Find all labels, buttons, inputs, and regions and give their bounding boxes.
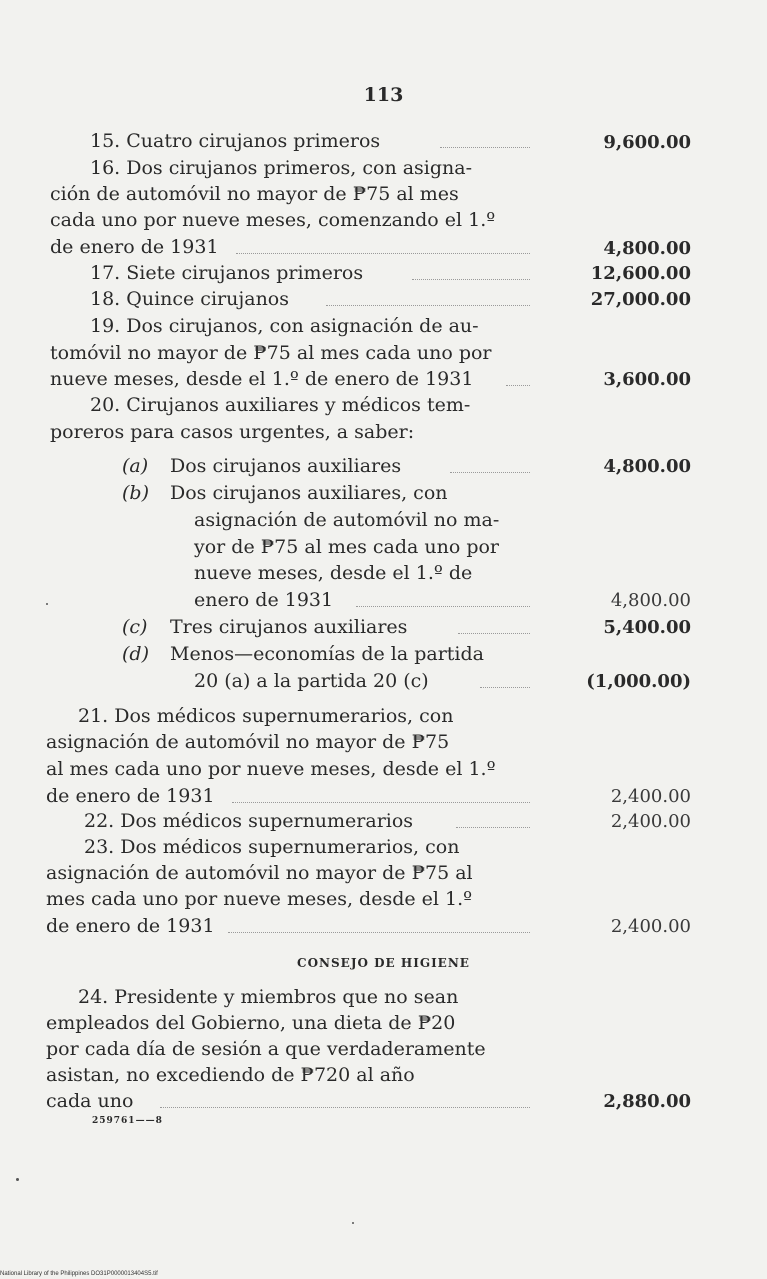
item-20b-line-2: asignación de automóvil no ma- [194, 509, 500, 531]
item-23-line-3: mes cada uno por nueve meses, desde el 1.º [46, 888, 473, 910]
item-20d-line-2: 20 (a) a la partida 20 (c) [194, 670, 429, 692]
item-16-line-3: cada uno por nueve meses, comenzando el 1.º [50, 209, 496, 231]
item-20a-line-1: Dos cirujanos auxiliares [170, 455, 402, 477]
item-23-amount: 2,400.00 [610, 916, 691, 937]
scan-footer: National Library of the Philippines DO31P0000013404S5.tif [0, 1271, 158, 1277]
leader-dots [506, 385, 530, 386]
item-19-line-1: 19. Dos cirujanos, con asignación de au- [90, 315, 479, 337]
paper-speck [16, 1178, 19, 1181]
item-22-line-1: 22. Dos médicos supernumerarios [84, 810, 414, 832]
item-23-line-2: asignación de automóvil no mayor de ₱75 al [46, 862, 473, 884]
item-20b-label: (b) [122, 482, 149, 504]
item-24-line-2: empleados del Gobierno, una dieta de ₱20 [46, 1012, 456, 1034]
item-24-line-5: cada uno [46, 1090, 134, 1112]
item-20b-line-3: yor de ₱75 al mes cada uno por [194, 536, 500, 558]
leader-dots [356, 606, 530, 607]
leader-dots [440, 147, 530, 148]
item-20c-amount: 5,400.00 [603, 617, 691, 638]
item-19-line-3: nueve meses, desde el 1.º de enero de 1931 [50, 368, 474, 390]
item-24-line-1: 24. Presidente y miembros que no sean [78, 986, 459, 1008]
item-15-amount: 9,600.00 [603, 132, 691, 153]
leader-dots [228, 932, 530, 933]
leader-dots [232, 802, 530, 803]
item-16-line-1: 16. Dos cirujanos primeros, con asigna- [90, 157, 473, 179]
item-20b-line-5: enero de 1931 [194, 589, 334, 611]
item-20c-line-1: Tres cirujanos auxiliares [170, 616, 408, 638]
page-number: 113 [363, 84, 404, 106]
leader-dots [456, 827, 530, 828]
leader-dots [480, 687, 530, 688]
item-20a-amount: 4,800.00 [603, 456, 691, 477]
item-20a-label: (a) [122, 455, 149, 477]
item-16-line-2: ción de automóvil no mayor de ₱75 al mes [50, 183, 459, 205]
item-17-amount: 12,600.00 [590, 263, 691, 284]
item-20-line-2: poreros para casos urgentes, a saber: [50, 421, 415, 443]
item-24-line-3: por cada día de sesión a que verdaderamente [46, 1038, 486, 1060]
printer-signature: 259761——8 [92, 1116, 163, 1126]
item-23-line-4: de enero de 1931 [46, 915, 215, 937]
item-24-line-4: asistan, no excediendo de ₱720 al año [46, 1064, 415, 1086]
paper-speck [46, 603, 48, 605]
item-20d-label: (d) [122, 643, 149, 665]
item-18-line-1: 18. Quince cirujanos [90, 288, 289, 310]
leader-dots [412, 279, 530, 280]
item-20d-amount: (1,000.00) [586, 671, 691, 692]
leader-dots [236, 253, 530, 254]
item-20d-line-1: Menos—economías de la partida [170, 643, 485, 665]
section-heading: CONSEJO DE HIGIENE [297, 956, 470, 970]
leader-dots [160, 1107, 530, 1108]
item-21-line-2: asignación de automóvil no mayor de ₱75 [46, 731, 450, 753]
item-21-amount: 2,400.00 [610, 786, 691, 807]
leader-dots [450, 472, 530, 473]
item-21-line-3: al mes cada uno por nueve meses, desde el 1.º [46, 758, 496, 780]
item-18-amount: 27,000.00 [590, 289, 691, 310]
item-20-line-1: 20. Cirujanos auxiliares y médicos tem- [90, 394, 471, 416]
leader-dots [458, 633, 530, 634]
item-17-line-1: 17. Siete cirujanos primeros [90, 262, 364, 284]
item-16-line-4: de enero de 1931 [50, 236, 219, 258]
leader-dots [326, 305, 530, 306]
item-15-line-1: 15. Cuatro cirujanos primeros [90, 130, 381, 152]
item-20b-line-4: nueve meses, desde el 1.º de [194, 562, 473, 584]
item-20b-amount: 4,800.00 [610, 590, 691, 611]
item-19-line-2: tomóvil no mayor de ₱75 al mes cada uno por [50, 342, 492, 364]
item-20c-label: (c) [122, 616, 148, 638]
item-20b-line-1: Dos cirujanos auxiliares, con [170, 482, 448, 504]
item-24-amount: 2,880.00 [603, 1091, 691, 1112]
paper-speck [352, 1222, 354, 1224]
item-23-line-1: 23. Dos médicos supernumerarios, con [84, 836, 460, 858]
item-21-line-4: de enero de 1931 [46, 785, 215, 807]
item-21-line-1: 21. Dos médicos supernumerarios, con [78, 705, 454, 727]
item-22-amount: 2,400.00 [610, 811, 691, 832]
item-19-amount: 3,600.00 [603, 369, 691, 390]
item-16-amount: 4,800.00 [603, 238, 691, 259]
